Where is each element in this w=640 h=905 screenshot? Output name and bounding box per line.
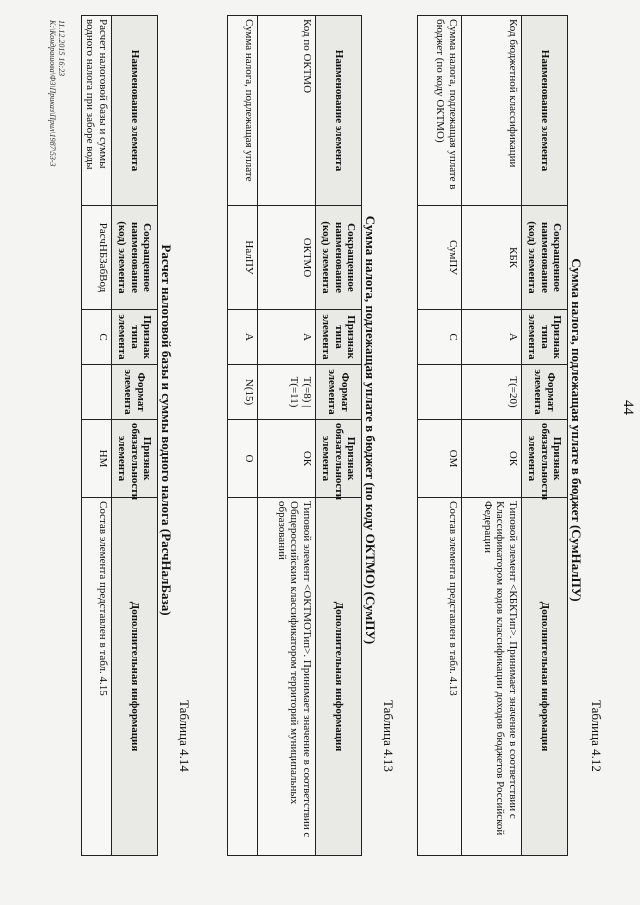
table-cell: С	[81, 310, 111, 365]
header-cell: Формат элемента	[112, 365, 158, 420]
header-cell: Формат элемента	[522, 365, 568, 420]
stamp-path: К:\Кондрашова\ФЗ\Приказ\Прил\1987\53-3	[47, 20, 57, 167]
table-cell: Состав элемента представлен в табл. 4.13	[418, 498, 462, 856]
table-cell: А	[258, 310, 316, 365]
stamp-date: 11.12.2015 16:23	[57, 20, 66, 77]
header-cell: Сокращенное наименование (код) элемента	[522, 206, 568, 310]
table-header-row	[522, 16, 568, 856]
table-cell: НалПУ	[228, 206, 258, 310]
table-cell: Типовой элемент <ОКТМОТип>. Принимает значение в соответствии с Общероссийским классификатором территорий муниципальных образований	[258, 498, 316, 856]
header-cell: Признак типа элемента	[522, 310, 568, 365]
header-cell: Наименование элемента	[522, 16, 568, 206]
rotated-content	[40, 0, 640, 860]
table-cell: ОМ	[418, 420, 462, 498]
table-row	[228, 16, 258, 856]
header-cell: Дополнительная информация	[316, 498, 362, 856]
table-cell: СумПУ	[418, 206, 462, 310]
table-row	[81, 16, 111, 856]
table-cell: ОКТМО	[258, 206, 316, 310]
table-header-row	[316, 16, 362, 856]
table-row	[418, 16, 462, 856]
table-cell: ОК	[462, 420, 522, 498]
table-number-4-13: Таблица 4.13	[381, 700, 396, 772]
table-cell: ОК	[258, 420, 316, 498]
table-cell: Состав элемента представлен в табл. 4.15	[81, 498, 111, 856]
table-4-12	[417, 15, 568, 856]
table-header-row	[112, 16, 158, 856]
table-cell: А	[228, 310, 258, 365]
table-cell: Типовой элемент <КБКТип>. Принимает значение в соответствии с Классификатором кодов классификации доходов бюджетов Российской Федерации	[462, 498, 522, 856]
table-cell: С	[418, 310, 462, 365]
header-cell: Признак типа элемента	[316, 310, 362, 365]
table-cell: Т(=8) | Т(=11)	[258, 365, 316, 420]
table-4-14	[81, 15, 158, 856]
page-number: 44	[620, 400, 636, 415]
table-cell: РасчНБЗабВод	[81, 206, 111, 310]
table-cell: А	[462, 310, 522, 365]
header-cell: Признак обязательности элемента	[522, 420, 568, 498]
table-cell: Код по ОКТМО	[258, 16, 316, 206]
header-cell: Признак типа элемента	[112, 310, 158, 365]
table-row	[258, 16, 316, 856]
table-cell: N(15)	[228, 365, 258, 420]
table-title-4-12: Сумма налога, подлежащая уплате в бюджет (СумНалПУ)	[569, 258, 584, 602]
table-title-4-13: Сумма налога, подлежащая уплате в бюджет (по коду ОКТМО) (СумПУ)	[363, 215, 378, 645]
table-number-4-14: Таблица 4.14	[177, 700, 192, 772]
header-cell: Наименование элемента	[112, 16, 158, 206]
table-cell: Код бюджетной классификации	[462, 16, 522, 206]
header-cell: Признак обязательности элемента	[316, 420, 362, 498]
header-cell: Признак обязательности элемента	[112, 420, 158, 498]
table-title-4-14: Расчет налоговой базы и суммы водного налога (РасчНалБаза)	[159, 244, 174, 616]
header-cell: Дополнительная информация	[112, 498, 158, 856]
header-cell: Сокращенное наименование (код) элемента	[112, 206, 158, 310]
header-cell: Формат элемента	[316, 365, 362, 420]
table-cell: Сумма налога, подлежащая уплате в бюджет (по коду ОКТМО)	[418, 16, 462, 206]
table-cell: Расчет налоговой базы и суммы водного налога при заборе воды	[81, 16, 111, 206]
table-cell	[228, 498, 258, 856]
table-cell: Сумма налога, подлежащая уплате	[228, 16, 258, 206]
table-4-13	[227, 15, 362, 856]
file-stamp	[48, 20, 66, 167]
header-cell: Дополнительная информация	[522, 498, 568, 856]
table-number-4-12: Таблица 4.12	[589, 700, 604, 772]
table-cell	[418, 365, 462, 420]
table-cell: О	[228, 420, 258, 498]
table-cell: Т(=20)	[462, 365, 522, 420]
header-cell: Сокращенное наименование (код) элемента	[316, 206, 362, 310]
table-row	[462, 16, 522, 856]
header-cell: Наименование элемента	[316, 16, 362, 206]
table-cell	[81, 365, 111, 420]
table-cell: КБК	[462, 206, 522, 310]
table-cell: НМ	[81, 420, 111, 498]
